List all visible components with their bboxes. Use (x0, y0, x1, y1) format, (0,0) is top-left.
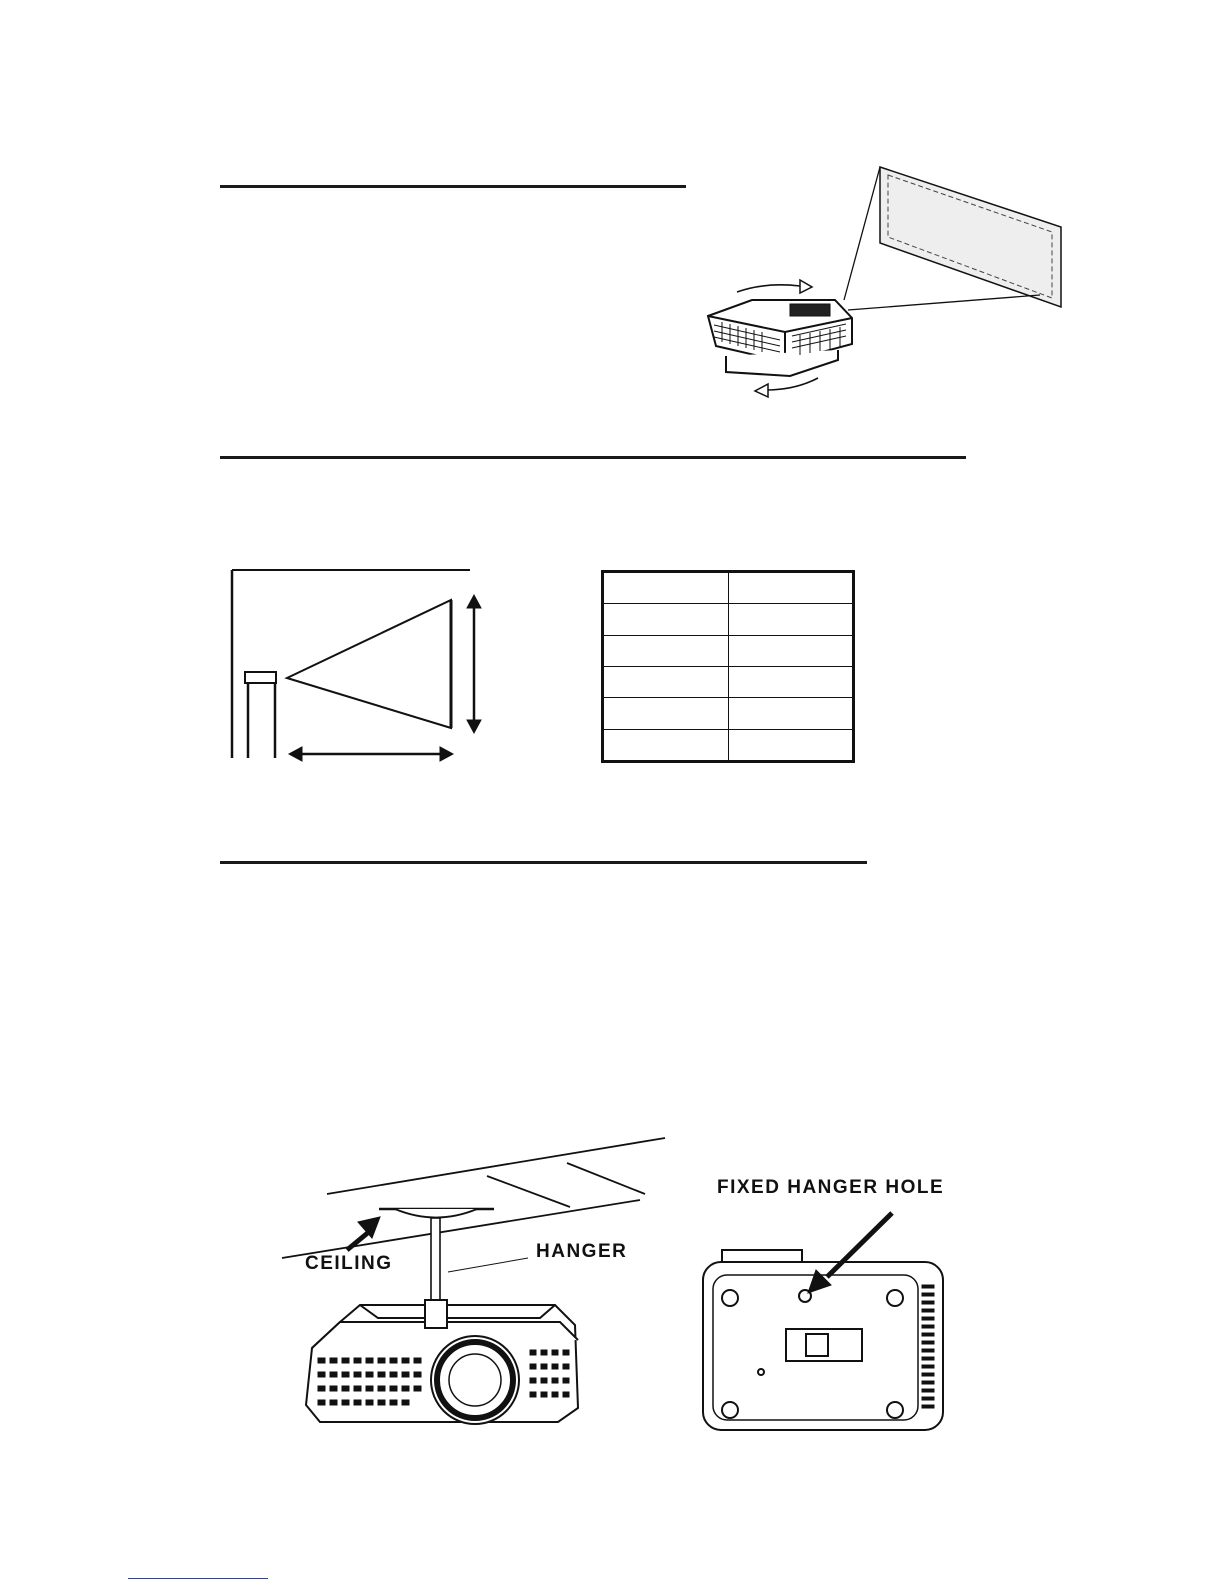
projector-hanging (306, 1300, 578, 1424)
ceiling-label: CEILING (305, 1253, 393, 1274)
hanger-label: HANGER (536, 1241, 628, 1262)
footer-link-underline (128, 1578, 268, 1579)
hanger-rod (431, 1218, 440, 1306)
fixed-hanger-hole-label: FIXED HANGER HOLE (717, 1177, 945, 1198)
